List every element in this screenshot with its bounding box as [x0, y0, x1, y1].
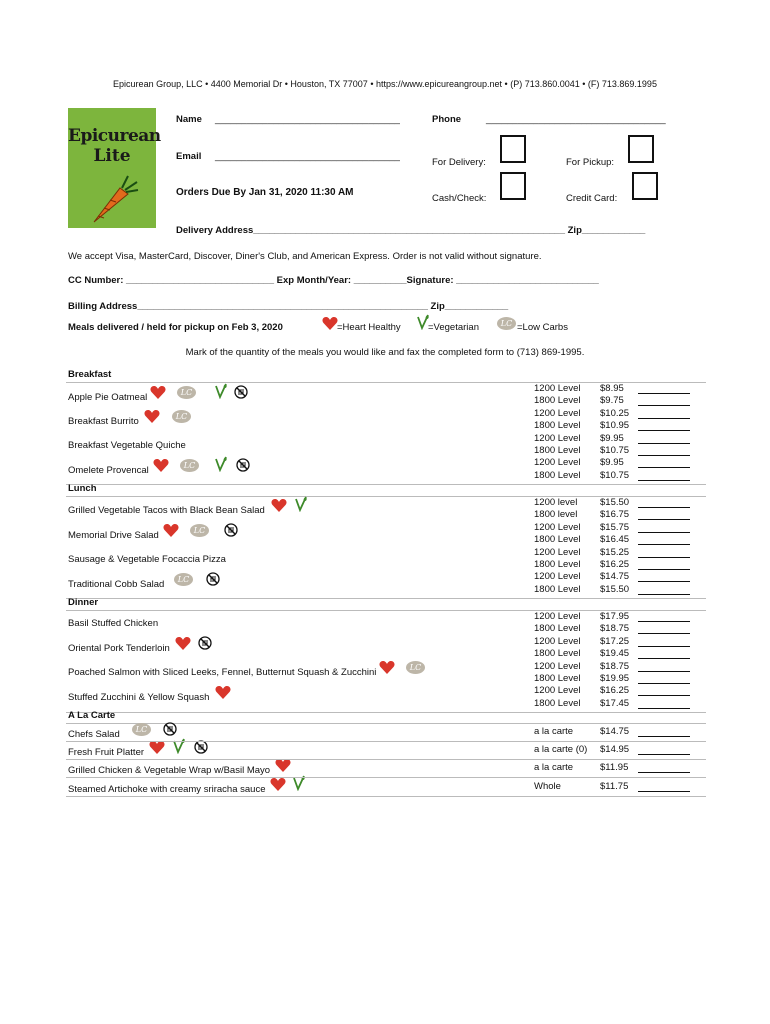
no-gluten-icon: [224, 523, 238, 537]
level-cell: 1200 Level: [534, 635, 581, 647]
low-carb-icon: LC: [406, 661, 425, 674]
level-cell: 1200 Level: [534, 660, 581, 672]
price-cell: $16.45: [600, 534, 630, 546]
menu-item-name: Apple Pie Oatmeal: [68, 392, 148, 403]
quantity-field[interactable]: [638, 532, 690, 533]
price-cell: $14.75: [600, 726, 630, 737]
row-divider: [66, 796, 706, 797]
price-cell: $11.95: [600, 762, 629, 774]
quantity-field[interactable]: [638, 430, 690, 431]
heart-icon: [175, 636, 191, 651]
level-cell: 1200 Level: [534, 611, 581, 622]
legend-heart-text: =Heart Healthy: [337, 322, 401, 333]
cash-checkbox[interactable]: [500, 172, 526, 200]
low-carb-icon: LC: [190, 524, 209, 537]
price-cell: $14.95: [600, 744, 630, 756]
menu-item-name: Memorial Drive Salad: [68, 530, 159, 541]
menu-item-name: Sausage & Vegetable Focaccia Pizza: [68, 554, 226, 565]
low-carb-icon: LC: [177, 386, 196, 399]
phone-label: Phone: [432, 114, 462, 125]
vegetarian-icon: [214, 383, 228, 399]
level-cell: 1800 Level: [534, 673, 581, 684]
quantity-field[interactable]: [638, 405, 690, 406]
quantity-field[interactable]: [638, 621, 690, 622]
level-cell: 1200 Level: [534, 457, 581, 469]
price-cell: $16.25: [600, 685, 630, 697]
menu-item-name: Stuffed Zucchini & Yellow Squash: [68, 692, 210, 703]
price-cell: $9.75: [600, 395, 624, 407]
price-cell: $17.25: [600, 635, 630, 647]
no-gluten-icon: [194, 740, 208, 754]
price-cell: $10.75: [600, 469, 630, 481]
price-cell: $9.95: [600, 457, 624, 469]
email-field[interactable]: ___________________________________: [215, 151, 400, 162]
level-cell: 1200 Level: [534, 407, 581, 419]
price-cell: $10.25: [600, 407, 630, 419]
cc-line[interactable]: CC Number: ____________________________ Exp Month/Year: __________Signature: ___________________________: [68, 275, 599, 286]
menu-item-name: Grilled Vegetable Tacos with Black Bean Salad: [68, 505, 265, 516]
level-cell: 1800 Level: [534, 648, 581, 660]
quantity-field[interactable]: [638, 791, 690, 792]
price-cell: $8.95: [600, 383, 624, 394]
quantity-field[interactable]: [638, 507, 690, 508]
level-cell: Whole: [534, 780, 561, 792]
quantity-field[interactable]: [638, 544, 690, 545]
quantity-field[interactable]: [638, 455, 690, 456]
price-cell: $15.50: [600, 497, 630, 508]
quantity-field[interactable]: [638, 467, 690, 468]
delivery-label: For Delivery:: [432, 157, 486, 168]
price-cell: $11.75: [600, 780, 629, 792]
low-carb-icon: LC: [172, 410, 191, 423]
level-cell: 1800 Level: [534, 559, 581, 570]
row-divider: [66, 712, 706, 713]
level-cell: 1200 level: [534, 497, 578, 508]
menu-item-name: Breakfast Vegetable Quiche: [68, 440, 186, 451]
no-gluten-icon: [234, 385, 248, 399]
heart-icon: [144, 409, 160, 424]
price-cell: $18.75: [600, 623, 630, 635]
quantity-field[interactable]: [638, 594, 690, 595]
level-cell: 1800 Level: [534, 583, 581, 595]
level-cell: 1800 Level: [534, 697, 581, 709]
quantity-field[interactable]: [638, 658, 690, 659]
row-divider: [66, 777, 706, 778]
price-cell: $17.95: [600, 611, 630, 622]
legend-lc-text: =Low Carbs: [517, 322, 568, 333]
quantity-field[interactable]: [638, 443, 690, 444]
accept-note: We accept Visa, MasterCard, Discover, Diner's Club, and American Express. Order is not valid without signature.: [68, 251, 542, 262]
menu-item-name: Basil Stuffed Chicken: [68, 618, 159, 629]
level-cell: 1200 Level: [534, 685, 581, 697]
quantity-field[interactable]: [638, 646, 690, 647]
quantity-field[interactable]: [638, 633, 690, 634]
heart-icon: [215, 685, 231, 700]
no-gluten-icon: [206, 572, 220, 586]
level-cell: 1800 Level: [534, 420, 581, 432]
no-gluten-icon: [163, 722, 177, 736]
company-header: Epicurean Group, LLC • 4400 Memorial Dr • Houston, TX 77007 • https://www.epicureangroup.net • (P) 713.860.0041 • (F) 713.869.1995: [113, 79, 657, 89]
quantity-field[interactable]: [638, 683, 690, 684]
level-cell: 1200 Level: [534, 521, 581, 533]
level-cell: 1800 level: [534, 509, 578, 521]
price-cell: $19.95: [600, 673, 630, 684]
level-cell: a la carte: [534, 726, 574, 737]
credit-label: Credit Card:: [566, 193, 618, 204]
vegetarian-icon: [214, 456, 228, 472]
no-gluten-icon: [236, 458, 250, 472]
row-divider: [66, 759, 706, 760]
menu-item-name: Fresh Fruit Platter: [68, 747, 145, 758]
quantity-field[interactable]: [638, 695, 690, 696]
level-cell: a la carte: [534, 762, 574, 774]
heart-icon: [379, 660, 395, 675]
phone-field[interactable]: __________________________________: [486, 114, 666, 125]
billing-line[interactable]: Billing Address_______________________________________________________ Zip____________: [68, 301, 509, 312]
price-cell: $15.50: [600, 583, 630, 595]
no-gluten-icon: [198, 636, 212, 650]
level-cell: 1200 Level: [534, 383, 581, 394]
price-cell: $10.95: [600, 420, 630, 432]
heart-icon: [271, 498, 287, 513]
level-cell: 1800 Level: [534, 623, 581, 635]
price-cell: $16.25: [600, 559, 630, 570]
heart-icon: [163, 523, 179, 538]
email-label: Email: [176, 151, 202, 162]
quantity-field[interactable]: [638, 736, 690, 737]
heart-icon: [275, 758, 291, 773]
delivery-checkbox[interactable]: [500, 135, 526, 163]
price-cell: $16.75: [600, 509, 630, 521]
price-cell: $17.45: [600, 697, 630, 709]
low-carb-icon: LC: [174, 573, 193, 586]
vegetarian-icon: [294, 496, 308, 512]
price-cell: $18.75: [600, 660, 630, 672]
quantity-field[interactable]: [638, 557, 690, 558]
level-cell: 1800 Level: [534, 534, 581, 546]
heart-icon: [149, 740, 165, 755]
level-cell: 1200 Level: [534, 546, 581, 558]
quantity-field[interactable]: [638, 671, 690, 672]
low-carb-icon: LC: [497, 317, 516, 330]
heart-icon: [153, 458, 169, 473]
quantity-field[interactable]: [638, 519, 690, 520]
heart-icon: [322, 316, 338, 331]
epicurean-lite-logo: [68, 108, 161, 228]
pickup-label: For Pickup:: [566, 157, 615, 168]
level-cell: a la carte (0): [534, 744, 588, 756]
pickup-checkbox[interactable]: [628, 135, 654, 163]
low-carb-icon: LC: [180, 459, 199, 472]
section-title: Lunch: [68, 483, 97, 494]
logo-line2: Lite: [93, 146, 131, 166]
level-cell: 1200 Level: [534, 432, 581, 444]
name-field[interactable]: ___________________________________: [215, 114, 400, 125]
carrot-icon: [90, 174, 140, 226]
price-cell: $10.75: [600, 445, 630, 456]
heart-icon: [270, 777, 286, 792]
level-cell: 1800 Level: [534, 445, 581, 456]
menu-item-name: Poached Salmon with Sliced Leeks, Fennel, Butternut Squash & Zucchini: [68, 667, 377, 678]
credit-checkbox[interactable]: [632, 172, 658, 200]
price-cell: $15.25: [600, 546, 630, 558]
logo-line1: Epicurean: [68, 126, 161, 146]
quantity-field[interactable]: [638, 480, 690, 481]
name-label: Name: [176, 114, 202, 125]
section-title: A La Carte: [68, 710, 116, 721]
price-cell: $14.75: [600, 571, 630, 583]
price-cell: $15.75: [600, 521, 630, 533]
legend-veg-text: =Vegetarian: [428, 322, 479, 333]
row-divider: [66, 741, 706, 742]
price-cell: $19.45: [600, 648, 630, 660]
low-carb-icon: LC: [132, 723, 151, 736]
quantity-field[interactable]: [638, 708, 690, 709]
delivery-address-field[interactable]: Delivery Address___________________________________________________________ Zip____________: [176, 225, 646, 236]
section-title: Breakfast: [68, 369, 112, 380]
heart-icon: [150, 385, 166, 400]
menu-item-name: Steamed Artichoke with creamy sriracha sauce: [68, 784, 266, 795]
meals-delivered: Meals delivered / held for pickup on Feb 3, 2020: [68, 322, 283, 333]
row-divider: [66, 723, 706, 724]
quantity-field[interactable]: [638, 569, 690, 570]
quantity-field[interactable]: [638, 754, 690, 755]
menu-item-name: Oriental Pork Tenderloin: [68, 643, 170, 654]
quantity-field[interactable]: [638, 772, 690, 773]
menu-item-name: Omelete Provencal: [68, 465, 149, 476]
price-cell: $9.95: [600, 432, 624, 444]
level-cell: 1800 Level: [534, 469, 581, 481]
quantity-field[interactable]: [638, 581, 690, 582]
quantity-field[interactable]: [638, 393, 690, 394]
quantity-field[interactable]: [638, 418, 690, 419]
menu-item-name: Breakfast Burrito: [68, 416, 139, 427]
level-cell: 1800 Level: [534, 395, 581, 407]
menu-item-name: Grilled Chicken & Vegetable Wrap w/Basil Mayo: [68, 765, 271, 776]
row-divider: [66, 598, 706, 599]
orders-due: Orders Due By Jan 31, 2020 11:30 AM: [176, 187, 354, 198]
instructions: Mark of the quantity of the meals you would like and fax the completed form to (713) 869-1995.: [185, 347, 585, 358]
row-divider: [66, 484, 706, 485]
level-cell: 1200 Level: [534, 571, 581, 583]
menu-item-name: Traditional Cobb Salad: [68, 579, 165, 590]
cash-label: Cash/Check:: [432, 193, 487, 204]
section-title: Dinner: [68, 597, 99, 608]
menu-item-name: Chefs Salad: [68, 729, 120, 740]
